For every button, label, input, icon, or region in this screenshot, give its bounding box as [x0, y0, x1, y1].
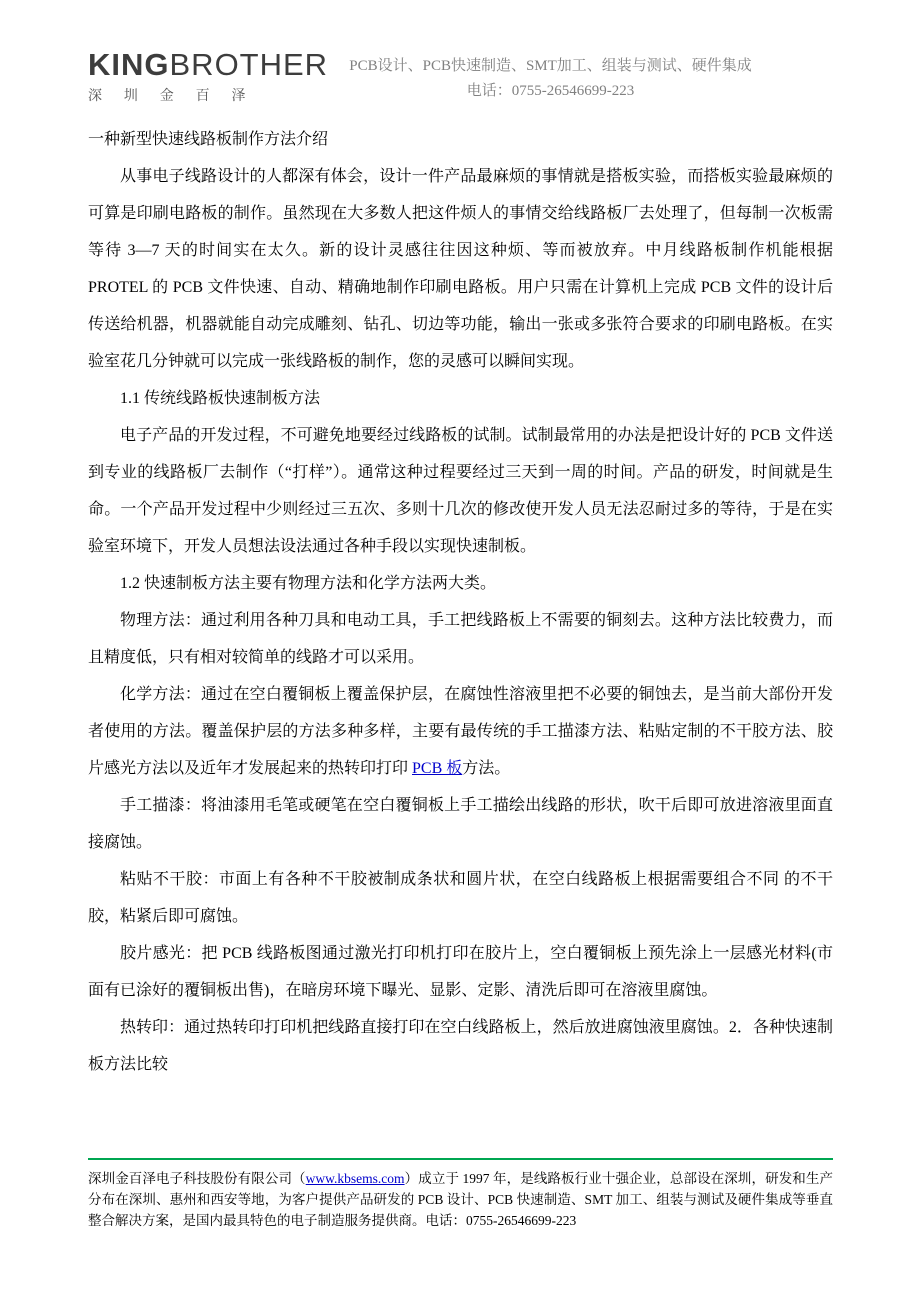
footer-text — [88, 1168, 833, 1231]
footer-divider — [88, 1158, 833, 1160]
tagline-phone: 电话：0755-26546699-223 — [466, 83, 635, 99]
page-header — [88, 48, 833, 105]
logo-subtitle: 深 圳 金 百 泽 — [88, 87, 255, 103]
paragraph-film-photosensitive: 胶片感光：把 PCB 线路板图通过激光打印机打印在胶片上，空白覆铜板上预先涂上一层感光材料(市面有已涂好的覆铜板出售)，在暗房环境下曝光、显影、定影、清洗后即可在溶液里腐蚀。 — [88, 945, 833, 999]
heading-1-2: 1.2 快速制板方法主要有物理方法和化学方法两大类。 — [120, 575, 497, 592]
paragraph-thermal-transfer: 热转印：通过热转印打印机把线路直接打印在空白线路板上，然后放进腐蚀液里腐蚀。2．各种快速制板方法比较 — [88, 1019, 833, 1073]
footer-text-before: 深圳金百泽电子科技股份有限公司（ — [88, 1171, 306, 1186]
paragraph-intro: 从事电子线路设计的人都深有体会，设计一件产品最麻烦的事情就是搭板实验，而搭板实验最麻烦的可算是印刷电路板的制作。虽然现在大多数人把这件烦人的事情交给线路板厂去处理了，但每制一次板需等待 3—7 天的时间实在太久。新的设计灵感往往因这种烦、等而被放弃。中月线路板制作机能根据 PROTEL 的 PCB 文件快速、自动、精确地制作印刷电路板。用户只需在计算机上完成 PCB 文件的设计后传送给机器，机器就能自动完成雕刻、钻孔、切边等功能，输出一张或多张符合要求的印刷电路板。在实验室花几分钟就可以完成一张线路板的制作，您的灵感可以瞬间实现。 — [88, 168, 833, 370]
paragraph-hand-painting: 手工描漆：将油漆用毛笔或硬笔在空白覆铜板上手工描绘出线路的形状，吹干后即可放进溶液里面直接腐蚀。 — [88, 797, 833, 851]
heading-1-1: 1.1 传统线路板快速制板方法 — [120, 390, 321, 407]
document-title: 一种新型快速线路板制作方法介绍 — [88, 131, 329, 148]
logo-king-text: KING — [88, 47, 170, 82]
paragraph-physical-method: 物理方法：通过利用各种刀具和电动工具，手工把线路板上不需要的铜刻去。这种方法比较费力，而且精度低，只有相对较简单的线路才可以采用。 — [88, 612, 833, 666]
paragraph-chemical-method — [88, 676, 833, 787]
logo-wordmark — [88, 48, 328, 82]
paragraph-traditional-method: 电子产品的开发过程，不可避免地要经过线路板的试制。试制最常用的办法是把设计好的 PCB 文件送到专业的线路板厂去制作（“打样”）。通常这种过程要经过三天到一周的时间。产品的研发，时间就是生命。一个产品开发过程中少则经过三五次、多则十几次的修改使开发人员无法忍耐过多的等待，于是在实验室环境下，开发人员想法设法通过各种手段以实现快速制板。 — [88, 427, 833, 555]
page-footer — [88, 1158, 833, 1231]
paragraph-sticker-method: 粘贴不干胶：市面上有各种不干胶被制成条状和圆片状，在空白线路板上根据需要组合不同 的不干胶，粘紧后即可腐蚀。 — [88, 871, 833, 925]
kingbrother-logo — [88, 48, 328, 105]
pcb-board-link[interactable]: PCB 板 — [412, 760, 463, 777]
chemical-method-text-after: 方法。 — [462, 760, 511, 777]
document-body — [88, 121, 833, 1083]
header-tagline — [328, 48, 833, 104]
kbsems-website-link[interactable]: www.kbsems.com — [305, 1171, 405, 1186]
tagline-services: PCB设计、PCB快速制造、SMT加工、组装与测试、硬件集成 — [349, 58, 752, 74]
chemical-method-text-before: 化学方法：通过在空白覆铜板上覆盖保护层，在腐蚀性溶液里把不必要的铜蚀去，是当前大部份开发者使用的方法。覆盖保护层的方法多种多样，主要有最传统的手工描漆方法、粘贴定制的不干胶方法、胶片感光方法以及近年才发展起来的热转印打印 — [88, 686, 833, 777]
footer-text-after: ）成立于 1997 年，是线路板行业十强企业，总部设在深圳，研发和生产分布在深圳、惠州和西安等地，为客户提供产品研发的 PCB 设计、PCB 快速制造、SMT 加工、组装与测试及硬件集成等垂直整合解决方案，是国内最具特色的电子制造服务提供商。电话：0755-26546699-223 — [88, 1171, 834, 1228]
logo-brother-text: BROTHER — [169, 47, 329, 82]
